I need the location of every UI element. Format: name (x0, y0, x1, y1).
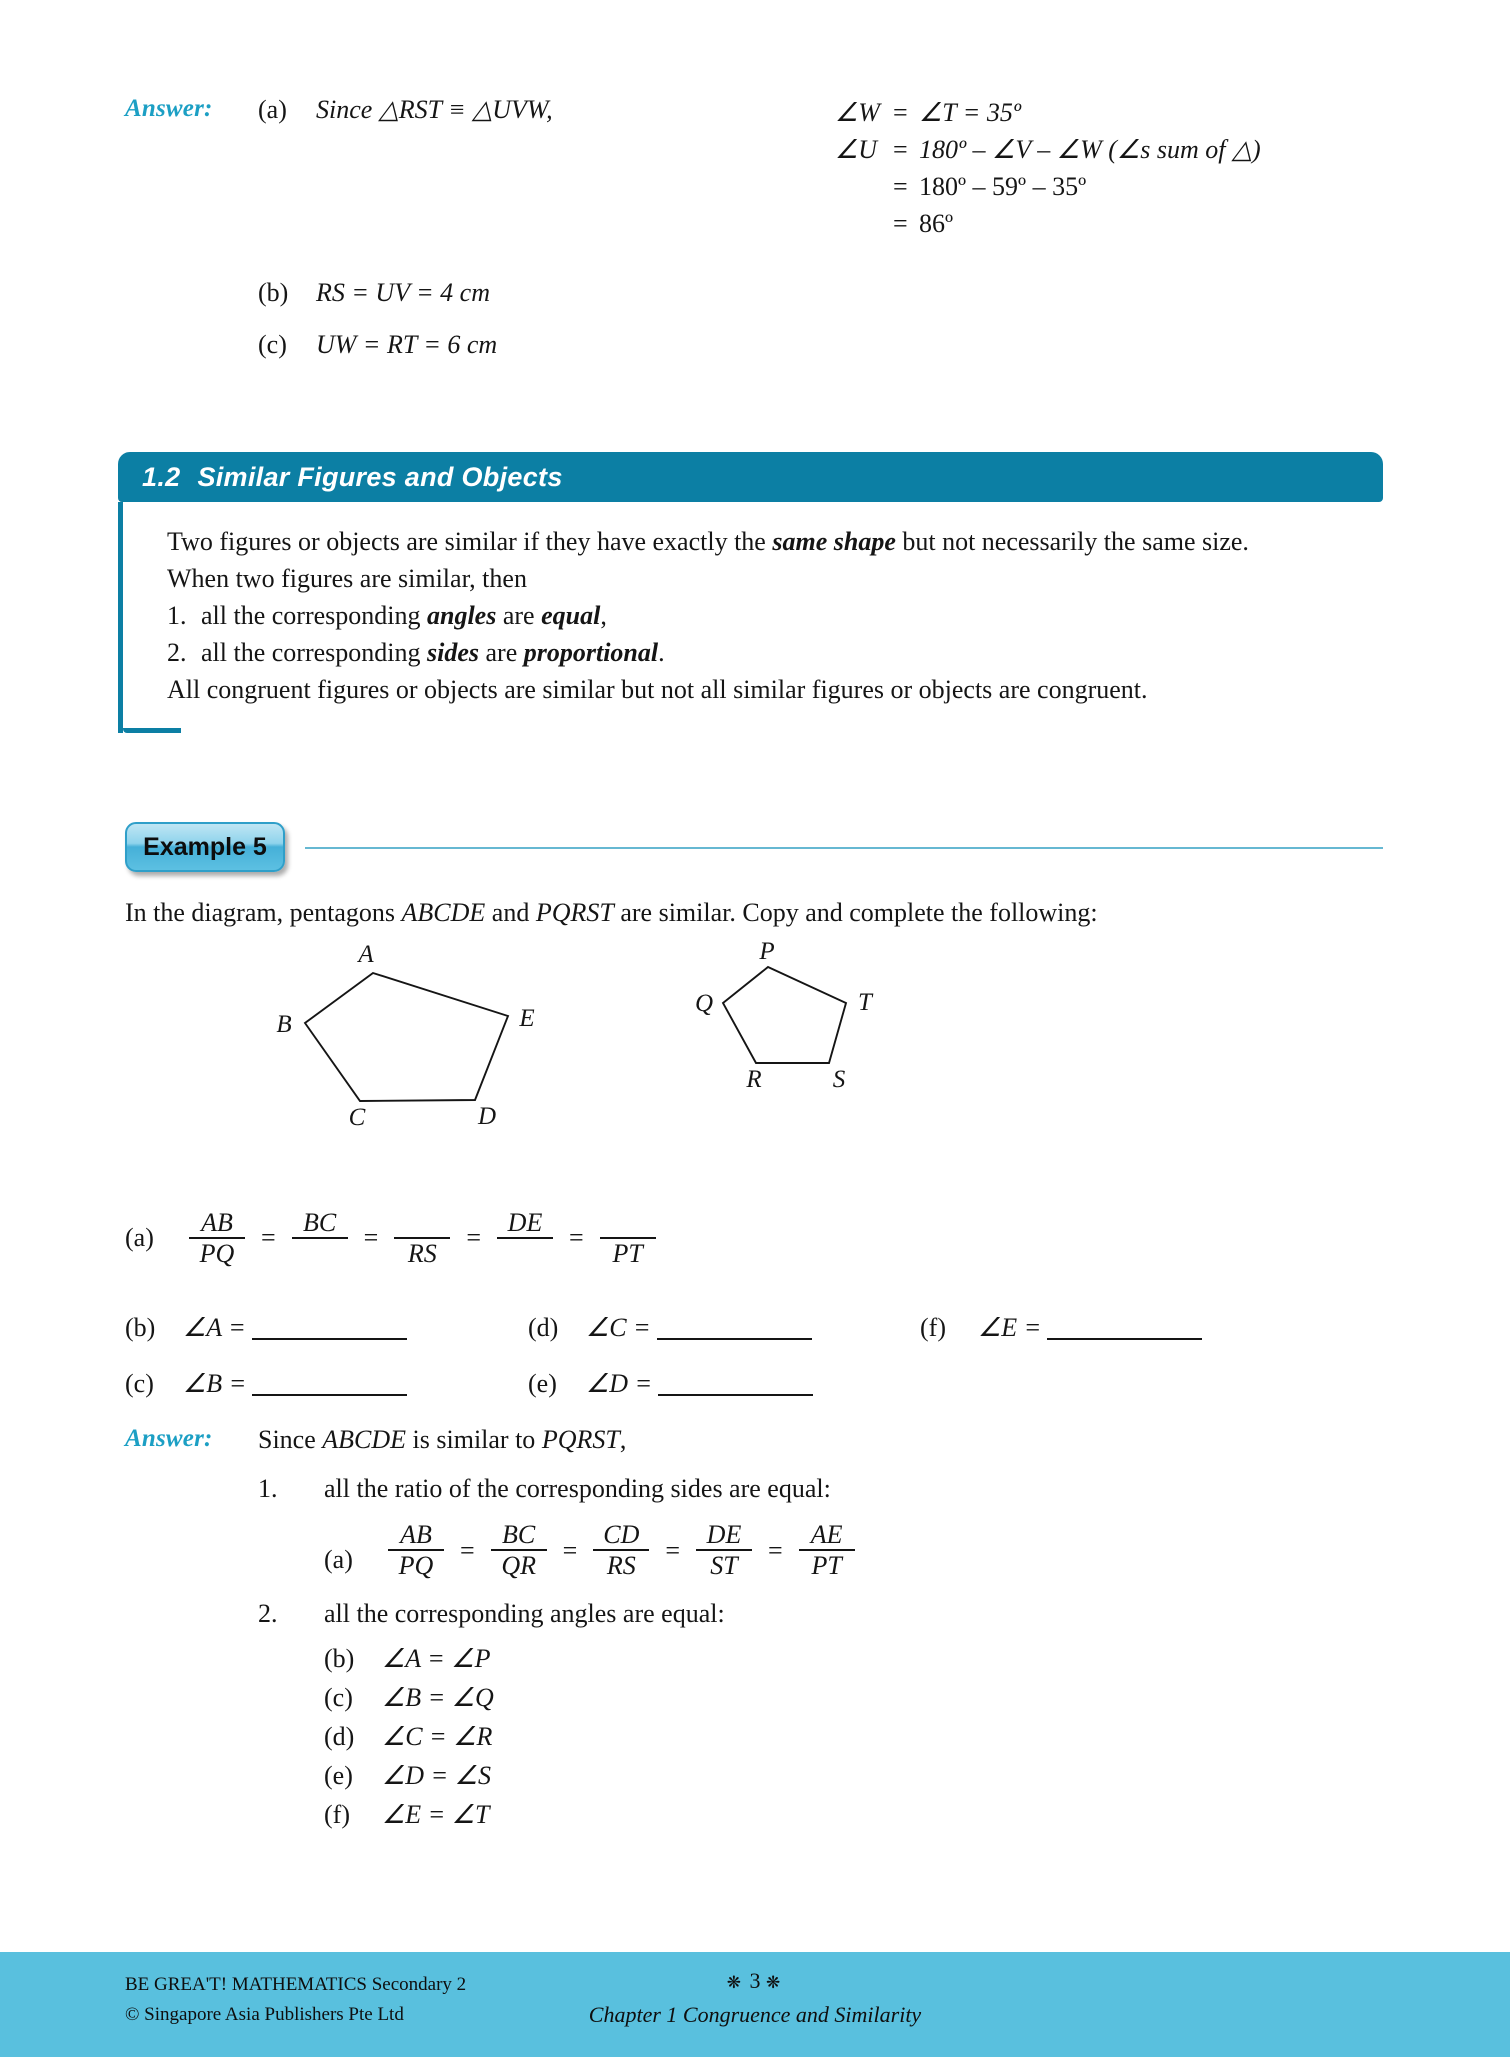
answer-index-a: (a) (258, 95, 287, 124)
lower-answer-block (125, 1420, 1415, 1834)
footer-chapter: Chapter 1 Congruence and Similarity (588, 2002, 922, 2027)
fraction-denominator: ST (710, 1551, 738, 1581)
blank-index-f: (f) (920, 1313, 946, 1342)
fraction-denominator: PT (811, 1551, 842, 1581)
fraction-numerator: AB (400, 1520, 432, 1549)
vertex-label-A: A (358, 941, 374, 968)
pentagons-svg (0, 940, 1510, 1190)
answer-statement: Since △RST ≡ △UVW, (316, 95, 553, 124)
example-question (125, 898, 1098, 928)
lower-answer-ratio-row (125, 1520, 1415, 1580)
math-rhs: 86º (919, 208, 954, 238)
statement-text-b: is similar to (406, 1425, 542, 1454)
angle-pair-index-b: (b) (324, 1644, 355, 1674)
equals-sign: = (363, 1223, 379, 1253)
item-1-emph-angles: angles (427, 600, 497, 630)
fraction-numerator: DE (706, 1520, 742, 1549)
blank-row-d (528, 1313, 812, 1343)
fraction-denominator: QR (501, 1551, 536, 1581)
pentagon-pqrst-shape (723, 967, 846, 1063)
fraction-denominator: PQ (398, 1551, 434, 1581)
answer-item-c (258, 330, 497, 360)
equals-sign: = (768, 1535, 783, 1565)
answer-fraction-de-st (696, 1520, 752, 1580)
fraction-denominator: RS (606, 1551, 636, 1581)
section-item-1 (167, 598, 1383, 635)
section-header-bar (118, 452, 1383, 502)
fraction-denominator: RS (407, 1239, 437, 1269)
fraction-numerator-blank[interactable] (621, 1208, 634, 1237)
equals-sign: = (460, 1535, 475, 1565)
angle-pair-text-c: ∠B = ∠Q (382, 1683, 494, 1713)
lower-answer-point-1 (125, 1469, 1415, 1508)
blank-row-c (125, 1369, 407, 1399)
question-pentagon-abcde: ABCDE (401, 898, 486, 927)
math-eq: = (893, 134, 908, 164)
fraction-blank-rs (394, 1208, 450, 1268)
item-2-body (201, 635, 665, 672)
answer-fraction-ae-pt (799, 1520, 855, 1580)
blank-index-d: (d) (528, 1313, 559, 1342)
swirl-left-icon: ❋ (726, 1973, 744, 1992)
answer-index-c: (c) (258, 330, 287, 359)
question-text-a: In the diagram, pentagons (125, 898, 402, 927)
section-body (118, 502, 1383, 733)
angle-pair-text-b: ∠A = ∠P (382, 1644, 491, 1674)
math-lhs: ∠W (835, 98, 880, 127)
point-1-number: 1. (258, 1474, 278, 1503)
angle-pair-index-c: (c) (324, 1683, 353, 1713)
point-2-text: all the corresponding angles are equal: (324, 1599, 725, 1629)
section-item-2 (167, 635, 1383, 672)
item-2-emph-sides: sides (427, 637, 479, 667)
fraction-denominator: PQ (199, 1239, 235, 1269)
blank-input-d[interactable] (657, 1316, 812, 1340)
fraction-numerator: BC (502, 1520, 536, 1549)
ratio-chain (125, 1208, 662, 1268)
fraction-denominator-blank[interactable] (313, 1239, 326, 1268)
question-pentagon-pqrst: PQRST (535, 898, 614, 927)
answer-index-b: (b) (258, 278, 289, 307)
fraction-denominator-blank[interactable] (519, 1239, 532, 1268)
angle-pair-row (125, 1717, 1415, 1756)
item-1-number: 1. (167, 600, 187, 630)
blank-row-b (125, 1313, 407, 1343)
answer-fraction-ab-pq (388, 1520, 444, 1580)
pentagon-abcde-shape (305, 973, 508, 1101)
angle-pair-row (125, 1678, 1415, 1717)
angle-pair-row (125, 1756, 1415, 1795)
lower-answer-point-2 (125, 1594, 1415, 1633)
section-intro (167, 524, 1383, 561)
blank-input-b[interactable] (252, 1316, 407, 1340)
fraction-de-blank (497, 1208, 553, 1268)
blank-label-e: ∠D = (586, 1369, 653, 1398)
math-eq: = (893, 171, 908, 201)
point-2-number: 2. (258, 1599, 278, 1629)
question-text-b: and (485, 898, 536, 927)
page-number: 3 (749, 1968, 761, 1993)
footer-book-title: BE GREA'T! MATHEMATICS Secondary 2 (125, 1974, 467, 1995)
statement-text-a: Since (258, 1425, 323, 1454)
fraction-denominator: PT (612, 1239, 643, 1269)
vertex-label-P: P (759, 940, 775, 965)
equals-sign: = (562, 1535, 578, 1565)
lower-answer-label: Answer: (125, 1425, 213, 1452)
item-2-text-c: . (658, 637, 665, 667)
blank-label-c: ∠B = (183, 1369, 247, 1398)
item-1-text-c: , (600, 600, 607, 630)
math-lhs: ∠U (835, 134, 878, 164)
item-1-body (201, 598, 607, 635)
item-1-text-b: are (496, 600, 542, 630)
math-rhs: 180º – 59º – 35º (919, 171, 1087, 201)
blank-input-e[interactable] (658, 1372, 813, 1396)
section-when-line: When two figures are similar, then (167, 563, 527, 593)
blank-label-f: ∠E = (978, 1313, 1042, 1342)
answer-label: Answer: (125, 95, 213, 122)
footer-page-number-group (0, 1968, 1510, 1994)
fraction-bc-blank (292, 1208, 348, 1268)
item-1-text-a: all the corresponding (201, 600, 427, 630)
angle-pair-row (125, 1639, 1415, 1678)
point-1-text: all the ratio of the corresponding sides are equal: (324, 1474, 831, 1503)
item-2-text-a: all the corresponding (201, 637, 427, 667)
section-number: 1.2 (142, 461, 181, 492)
statement-abcde: ABCDE (322, 1425, 407, 1454)
vertex-label-S: S (832, 1066, 846, 1093)
blank-index-c: (c) (125, 1369, 154, 1398)
vertex-label-Q: Q (694, 990, 714, 1017)
fraction-blank-pt (600, 1208, 656, 1268)
statement-text-c: , (619, 1425, 627, 1454)
example-header (125, 822, 1383, 878)
swirl-right-icon: ❋ (766, 1973, 784, 1992)
answer-text-b: RS = UV = 4 cm (316, 278, 490, 307)
section-closing: All congruent figures or objects are similar but not all similar figures or objects are congruent. (167, 674, 1148, 704)
fraction-numerator: AB (201, 1208, 233, 1237)
intro-text-1: Two figures or objects are similar if they have exactly the (167, 527, 773, 556)
top-answer-block (125, 95, 1415, 238)
part-a-row (125, 1208, 662, 1268)
example-rule (305, 847, 1383, 849)
angle-pair-index-e: (e) (324, 1761, 353, 1791)
blank-label-d: ∠C = (586, 1313, 651, 1342)
blank-label-b: ∠A = (183, 1313, 246, 1342)
blank-index-b: (b) (125, 1313, 156, 1342)
equals-sign: = (261, 1223, 276, 1253)
math-eq: = (893, 98, 908, 127)
ratio-index: (a) (324, 1545, 353, 1574)
example-tab[interactable]: Example 5 (125, 822, 285, 872)
intro-text-2: but not necessarily the same size. (895, 527, 1249, 556)
math-line (835, 132, 1261, 169)
question-text-c: are similar. Copy and complete the following: (613, 898, 1098, 927)
section-block (118, 452, 1383, 733)
answer-fraction-cd-rs (593, 1520, 649, 1580)
angle-pair-index-d: (d) (324, 1722, 355, 1752)
item-1-emph-equal: equal (541, 600, 601, 630)
part-a-index: (a) (125, 1223, 154, 1253)
fraction-numerator: CD (603, 1520, 640, 1549)
vertex-label-B: B (276, 1011, 292, 1038)
item-2-number: 2. (167, 637, 187, 667)
answer-item-b (258, 278, 490, 308)
blank-input-f[interactable] (1047, 1316, 1202, 1340)
fraction-numerator-blank[interactable] (416, 1208, 429, 1237)
math-rhs: ∠T = 35º (919, 98, 1021, 127)
vertex-label-D: D (477, 1103, 497, 1130)
blank-row-f (920, 1313, 1202, 1343)
angle-pair-row (125, 1795, 1415, 1834)
item-2-text-b: are (479, 637, 524, 667)
angle-pair-index-f: (f) (324, 1800, 350, 1830)
section-title: Similar Figures and Objects (197, 461, 563, 492)
math-lhs (835, 169, 893, 206)
blank-index-e: (e) (528, 1369, 557, 1398)
fraction-numerator: DE (507, 1208, 543, 1237)
math-lhs (835, 206, 893, 243)
answer-ratio-chain (382, 1520, 861, 1580)
angle-pair-text-f: ∠E = ∠T (382, 1800, 490, 1830)
angle-pair-text-e: ∠D = ∠S (382, 1761, 491, 1791)
footer-copyright: © Singapore Asia Publishers Pte Ltd (125, 2004, 404, 2026)
angle-working (835, 95, 1261, 243)
fraction-ab-pq (189, 1208, 245, 1268)
fraction-numerator: BC (303, 1208, 337, 1237)
item-2-emph-proportional: proportional (523, 637, 659, 667)
blank-row-e (528, 1369, 813, 1399)
math-line (835, 169, 1261, 206)
vertex-label-E: E (519, 1005, 535, 1032)
answer-text-c: UW = RT = 6 cm (316, 330, 498, 359)
intro-emph-same-shape: same shape (772, 527, 896, 556)
blank-input-c[interactable] (252, 1372, 407, 1396)
vertex-label-R: R (746, 1066, 762, 1093)
equals-sign: = (569, 1223, 584, 1253)
vertex-label-C: C (348, 1104, 366, 1131)
equals-sign: = (466, 1223, 482, 1253)
angle-pair-text-d: ∠C = ∠R (382, 1722, 493, 1752)
math-eq: = (893, 208, 908, 238)
page-footer (0, 1952, 1510, 2057)
lower-answer-statement (258, 1420, 626, 1459)
math-line (835, 95, 1261, 132)
statement-pqrst: PQRST (541, 1425, 620, 1454)
vertex-label-T: T (858, 989, 872, 1016)
math-rhs: 180º – ∠V – ∠W (∠s sum of △) (919, 134, 1261, 164)
answer-fraction-bc-qr (491, 1520, 547, 1580)
lower-answer-heading (125, 1420, 1415, 1459)
fraction-numerator: AE (810, 1520, 843, 1549)
pentagon-figures (0, 940, 1510, 1190)
math-line (835, 206, 1261, 243)
equals-sign: = (665, 1535, 681, 1565)
